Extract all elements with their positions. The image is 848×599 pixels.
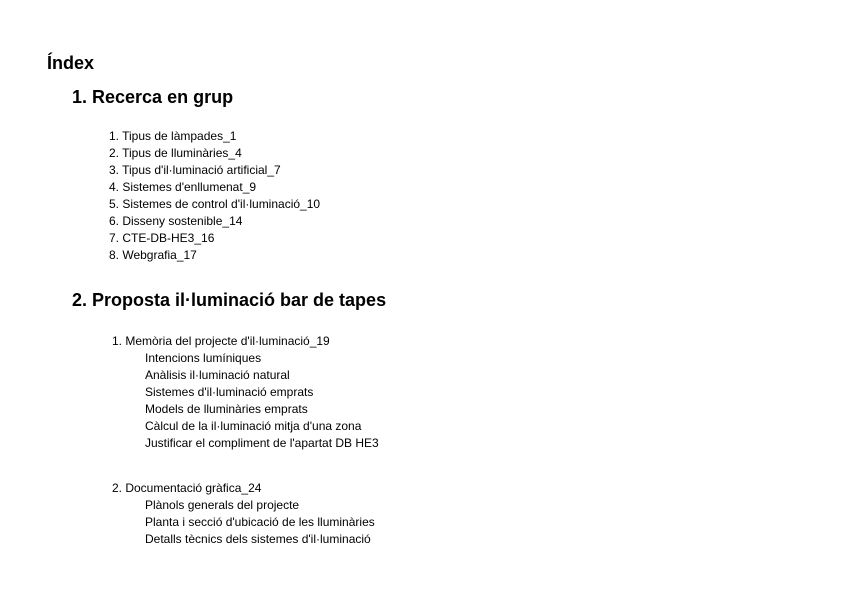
subsection-items [112, 350, 379, 452]
section-list-recerca [109, 128, 320, 264]
list-item: 2. Tipus de lluminàries_4 [109, 146, 242, 160]
list-item: 5. Sistemes de control d'il·luminació_10 [109, 197, 321, 211]
list-item: 6. Disseny sostenible_14 [109, 214, 243, 228]
list-item: Sistemes d'il·luminació emprats [145, 385, 314, 399]
subsection-documentacio [112, 480, 375, 548]
page-title: Índex [47, 53, 95, 73]
section-heading-proposta: 2. Proposta il·luminació bar de tapes [72, 290, 387, 310]
list-item: Models de lluminàries emprats [145, 402, 308, 416]
list-item: Intencions lumíniques [145, 351, 262, 365]
list-item: Detalls tècnics dels sistemes d'il·luminació [145, 532, 371, 546]
list-item: 1. Tipus de làmpades_1 [109, 129, 237, 143]
subsection-label: 2. Documentació gràfica_24 [112, 481, 262, 495]
list-item: 3. Tipus d'il·luminació artificial_7 [109, 163, 281, 177]
subsection-items [112, 497, 375, 548]
section-heading-recerca: 1. Recerca en grup [72, 87, 234, 107]
list-item: Càlcul de la il·luminació mitja d'una zona [145, 419, 362, 433]
list-item: Anàlisis il·luminació natural [145, 368, 290, 382]
subsection-memoria [112, 333, 379, 452]
list-item: 8. Webgrafia_17 [109, 248, 197, 262]
list-item: 7. CTE-DB-HE3_16 [109, 231, 215, 245]
list-item: Planta i secció d'ubicació de les lluminàries [145, 515, 375, 529]
list-item: Plànols generals del projecte [145, 498, 300, 512]
list-item: Justificar el compliment de l'apartat DB HE3 [145, 436, 379, 450]
list-item: 4. Sistemes d'enllumenat_9 [109, 180, 257, 194]
subsection-label: 1. Memòria del projecte d'il·luminació_19 [112, 334, 330, 348]
